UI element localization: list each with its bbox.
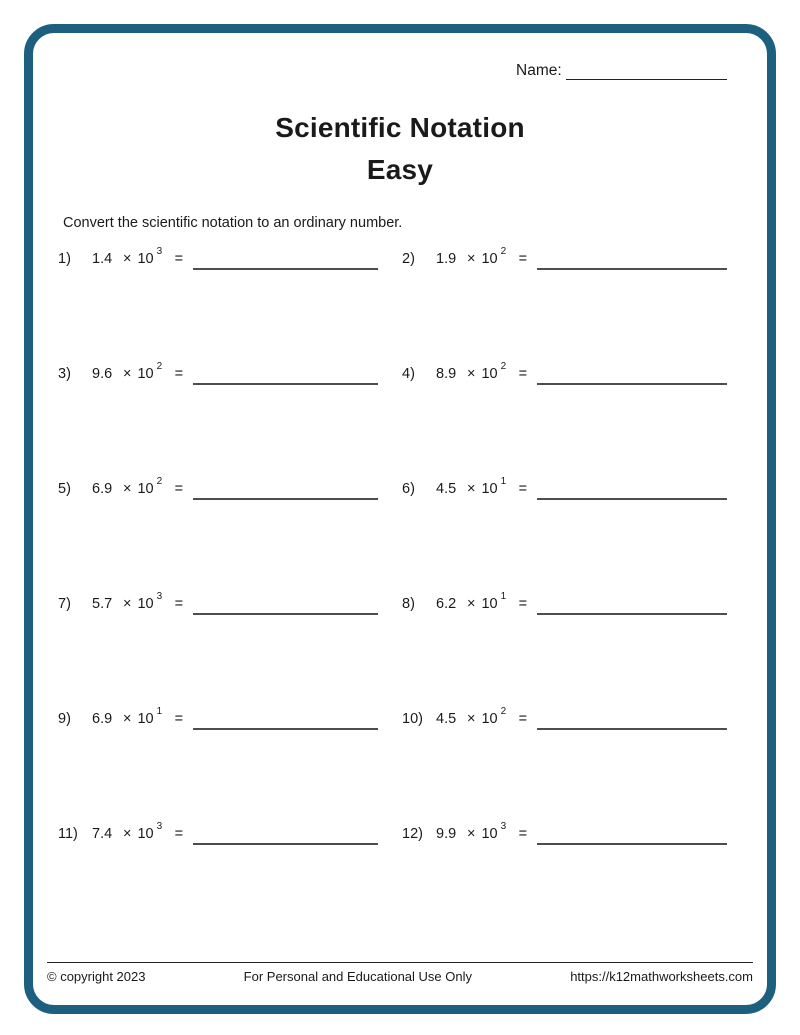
coefficient: 6.9 xyxy=(92,481,113,497)
exponent: 2 xyxy=(156,361,163,372)
answer-line xyxy=(193,251,378,270)
equals-sign: = xyxy=(174,596,184,612)
equals-sign: = xyxy=(518,481,528,497)
answer-line xyxy=(193,596,378,615)
problem-item-5 xyxy=(58,476,402,596)
answer-line xyxy=(537,366,727,385)
coefficient: 1.4 xyxy=(92,251,113,267)
exponent: 1 xyxy=(156,706,163,717)
coefficient: 7.4 xyxy=(92,826,113,842)
equals-sign: = xyxy=(174,251,184,267)
exponent: 2 xyxy=(500,361,507,372)
equals-sign: = xyxy=(518,826,528,842)
base-ten: 10 xyxy=(481,826,498,842)
coefficient: 6.2 xyxy=(436,596,457,612)
problem-item-1 xyxy=(58,246,402,366)
exponent: 1 xyxy=(500,591,507,602)
problem-item-12 xyxy=(402,821,744,941)
exponent: 3 xyxy=(156,821,163,832)
exponent: 2 xyxy=(500,706,507,717)
equals-sign: = xyxy=(174,481,184,497)
coefficient: 4.5 xyxy=(436,711,457,727)
problem-number: 2) xyxy=(402,251,415,267)
problem-item-3 xyxy=(58,361,402,481)
worksheet-title xyxy=(0,107,800,191)
answer-line xyxy=(193,711,378,730)
footer-url: https://k12mathworksheets.com xyxy=(570,969,753,984)
problem-number: 1) xyxy=(58,251,71,267)
problem-number: 12) xyxy=(402,826,423,842)
multiply-sign: × xyxy=(123,596,132,612)
multiply-sign: × xyxy=(467,596,476,612)
problem-number: 9) xyxy=(58,711,71,727)
coefficient: 5.7 xyxy=(92,596,113,612)
problem-item-11 xyxy=(58,821,402,941)
base-ten: 10 xyxy=(137,826,154,842)
problem-number: 8) xyxy=(402,596,415,612)
base-ten: 10 xyxy=(137,596,154,612)
equals-sign: = xyxy=(518,366,528,382)
problem-number: 6) xyxy=(402,481,415,497)
base-ten: 10 xyxy=(481,711,498,727)
equals-sign: = xyxy=(174,366,184,382)
answer-line xyxy=(537,596,727,615)
answer-line xyxy=(537,826,727,845)
base-ten: 10 xyxy=(481,481,498,497)
multiply-sign: × xyxy=(467,481,476,497)
name-label: Name: xyxy=(516,62,562,79)
multiply-sign: × xyxy=(123,251,132,267)
base-ten: 10 xyxy=(481,596,498,612)
title-line-2: Easy xyxy=(366,154,434,185)
equals-sign: = xyxy=(518,596,528,612)
title-line-1: Scientific Notation xyxy=(275,112,525,143)
coefficient: 9.9 xyxy=(436,826,457,842)
problem-number: 11) xyxy=(58,826,78,842)
problem-item-4 xyxy=(402,361,744,481)
problem-item-6 xyxy=(402,476,744,596)
name-field-row xyxy=(516,59,727,80)
problem-number: 10) xyxy=(402,711,423,727)
coefficient: 1.9 xyxy=(436,251,457,267)
answer-line xyxy=(537,481,727,500)
problem-item-8 xyxy=(402,591,744,711)
coefficient: 4.5 xyxy=(436,481,457,497)
coefficient: 8.9 xyxy=(436,366,457,382)
multiply-sign: × xyxy=(123,826,132,842)
equals-sign: = xyxy=(174,826,184,842)
base-ten: 10 xyxy=(137,366,154,382)
equals-sign: = xyxy=(518,251,528,267)
base-ten: 10 xyxy=(137,711,154,727)
multiply-sign: × xyxy=(123,481,132,497)
footer-usage-note: For Personal and Educational Use Only xyxy=(243,969,473,984)
multiply-sign: × xyxy=(123,711,132,727)
exponent: 3 xyxy=(156,246,163,257)
answer-line xyxy=(193,826,378,845)
problem-item-10 xyxy=(402,706,744,826)
equals-sign: = xyxy=(174,711,184,727)
answer-line xyxy=(537,711,727,730)
base-ten: 10 xyxy=(137,481,154,497)
problem-number: 7) xyxy=(58,596,71,612)
base-ten: 10 xyxy=(481,366,498,382)
base-ten: 10 xyxy=(137,251,154,267)
problems-grid xyxy=(58,246,744,941)
problem-item-9 xyxy=(58,706,402,826)
multiply-sign: × xyxy=(467,711,476,727)
exponent: 3 xyxy=(156,591,163,602)
exponent: 1 xyxy=(500,476,507,487)
answer-line xyxy=(193,481,378,500)
exponent: 2 xyxy=(500,246,507,257)
equals-sign: = xyxy=(518,711,528,727)
exponent: 2 xyxy=(156,476,163,487)
problem-number: 4) xyxy=(402,366,415,382)
problem-number: 3) xyxy=(58,366,71,382)
base-ten: 10 xyxy=(481,251,498,267)
multiply-sign: × xyxy=(467,826,476,842)
problem-item-7 xyxy=(58,591,402,711)
coefficient: 6.9 xyxy=(92,711,113,727)
exponent: 3 xyxy=(500,821,507,832)
problem-item-2 xyxy=(402,246,744,366)
coefficient: 9.6 xyxy=(92,366,113,382)
multiply-sign: × xyxy=(123,366,132,382)
footer-copyright: © copyright 2023 xyxy=(47,969,146,984)
answer-line xyxy=(193,366,378,385)
name-write-line xyxy=(566,59,727,80)
problem-number: 5) xyxy=(58,481,71,497)
multiply-sign: × xyxy=(467,366,476,382)
instruction-text: Convert the scientific notation to an ordinary number. xyxy=(63,215,403,231)
footer xyxy=(47,962,753,984)
multiply-sign: × xyxy=(467,251,476,267)
answer-line xyxy=(537,251,727,270)
